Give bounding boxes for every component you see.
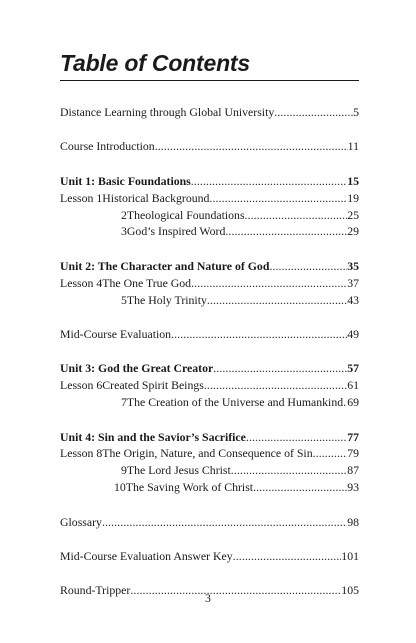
toc-lesson-number: 10 xyxy=(114,480,126,495)
toc-entry-title: Unit 2: The Character and Nature of God xyxy=(60,258,270,273)
toc-leader-dots xyxy=(204,377,347,394)
toc-page-number: 69 xyxy=(347,395,359,410)
toc-group xyxy=(60,138,359,155)
toc-entry xyxy=(60,326,359,343)
toc-group xyxy=(60,548,359,565)
toc-lesson-number: Lesson 4 xyxy=(60,275,103,290)
toc-leader-dots xyxy=(155,138,348,155)
toc-group xyxy=(60,326,359,343)
toc-page-number: 79 xyxy=(347,446,359,461)
toc-page-number: 101 xyxy=(341,549,359,564)
toc-page-number: 93 xyxy=(347,480,359,495)
toc-entry xyxy=(60,190,359,207)
toc-leader-dots xyxy=(191,173,347,190)
toc-leader-dots xyxy=(233,548,342,565)
toc-entry xyxy=(60,104,359,121)
toc-leader-dots xyxy=(191,275,347,292)
toc-entry-title: The Creation of the Universe and Humankind xyxy=(126,395,344,410)
toc-entry-title: Created Spirit Beings xyxy=(102,378,204,393)
toc-group xyxy=(60,104,359,121)
title-rule xyxy=(60,80,359,81)
toc-unit-entry xyxy=(60,258,359,275)
toc-group xyxy=(60,514,359,531)
toc-page-number: 77 xyxy=(347,429,359,444)
toc-entry-title: Historical Background xyxy=(102,190,210,205)
toc-page-number: 49 xyxy=(347,327,359,342)
toc-entry xyxy=(60,514,359,531)
toc-entry xyxy=(60,548,359,565)
toc-unit-entry xyxy=(60,173,359,190)
toc-leader-dots xyxy=(207,292,347,309)
toc-entry-title: The Origin, Nature, and Consequence of Sin xyxy=(102,446,313,461)
toc-entry xyxy=(60,394,359,411)
toc-page-number: 19 xyxy=(347,190,359,205)
toc-page-number: 61 xyxy=(347,378,359,393)
toc-group xyxy=(60,360,359,411)
toc-page-number: 37 xyxy=(347,275,359,290)
toc-page-number: 25 xyxy=(347,207,359,222)
toc-entry xyxy=(60,275,359,292)
toc-entry-title: God’s Inspired Word xyxy=(126,224,226,239)
toc-entry xyxy=(60,223,359,240)
toc-leader-dots xyxy=(225,223,347,240)
toc-lesson-number: Lesson 8 xyxy=(60,446,103,461)
toc-lesson-number: Lesson 6 xyxy=(60,378,103,393)
toc-entry xyxy=(60,292,359,309)
toc-page-number: 35 xyxy=(347,258,359,273)
page-title: Table of Contents xyxy=(60,50,250,76)
toc-entry xyxy=(60,207,359,224)
toc-page-number: 5 xyxy=(353,105,359,119)
toc-entry xyxy=(60,462,359,479)
toc-entry xyxy=(60,479,359,496)
toc-lesson-number: 5 xyxy=(121,292,127,307)
toc-unit-entry xyxy=(60,429,359,446)
toc-entry-title: Course Introduction xyxy=(60,139,155,154)
toc-entry xyxy=(60,377,359,394)
toc-leader-dots xyxy=(274,104,353,121)
toc-page-number: 15 xyxy=(347,173,359,188)
table-of-contents xyxy=(60,104,359,617)
toc-leader-dots xyxy=(253,479,347,496)
toc-lesson-number: 9 xyxy=(121,463,127,478)
toc-entry-title: The Saving Work of Christ xyxy=(125,480,254,495)
toc-entry-title: Mid-Course Evaluation Answer Key xyxy=(60,549,233,564)
toc-entry-title: The Holy Trinity xyxy=(126,292,207,307)
toc-leader-dots xyxy=(209,190,347,207)
toc-leader-dots xyxy=(313,445,348,462)
toc-entry-title: Unit 4: Sin and the Savior’s Sacrifice xyxy=(60,429,246,444)
toc-entry-title: Distance Learning through Global University xyxy=(60,105,275,119)
toc-entry xyxy=(60,445,359,462)
toc-entry-title: Unit 3: God the Great Creator xyxy=(60,361,214,376)
toc-page-number: 105 xyxy=(341,583,359,598)
toc-lesson-number: 7 xyxy=(121,395,127,410)
toc-group xyxy=(60,173,359,241)
toc-leader-dots xyxy=(213,360,347,377)
toc-leader-dots xyxy=(269,258,347,275)
toc-leader-dots xyxy=(171,326,347,343)
toc-leader-dots xyxy=(246,429,347,446)
toc-page-number: 43 xyxy=(347,292,359,307)
toc-page-number: 29 xyxy=(347,224,359,239)
toc-entry-title: The One True God xyxy=(102,275,192,290)
toc-entry-title: The Lord Jesus Christ xyxy=(126,463,231,478)
toc-group xyxy=(60,429,359,497)
toc-lesson-number: 2 xyxy=(121,207,127,222)
toc-page-number: 57 xyxy=(347,361,359,376)
toc-page-number: 98 xyxy=(347,514,359,529)
toc-entry xyxy=(60,138,359,155)
toc-page-number: 87 xyxy=(347,463,359,478)
toc-entry-title: Theological Foundations xyxy=(126,207,245,222)
toc-entry-title: Mid-Course Evaluation xyxy=(60,327,172,342)
toc-lesson-number: 3 xyxy=(121,224,127,239)
toc-page-number: 11 xyxy=(347,139,359,154)
page-number: 3 xyxy=(205,591,211,605)
toc-leader-dots xyxy=(245,207,348,224)
toc-lesson-number: Lesson 1 xyxy=(60,190,103,205)
toc-entry-title: Round-Tripper xyxy=(60,583,131,598)
toc-unit-entry xyxy=(60,360,359,377)
toc-entry-title: Glossary xyxy=(60,514,102,529)
toc-group xyxy=(60,258,359,309)
toc-entry-title: Unit 1: Basic Foundations xyxy=(60,173,191,188)
toc-leader-dots xyxy=(231,462,347,479)
toc-leader-dots xyxy=(102,514,347,531)
